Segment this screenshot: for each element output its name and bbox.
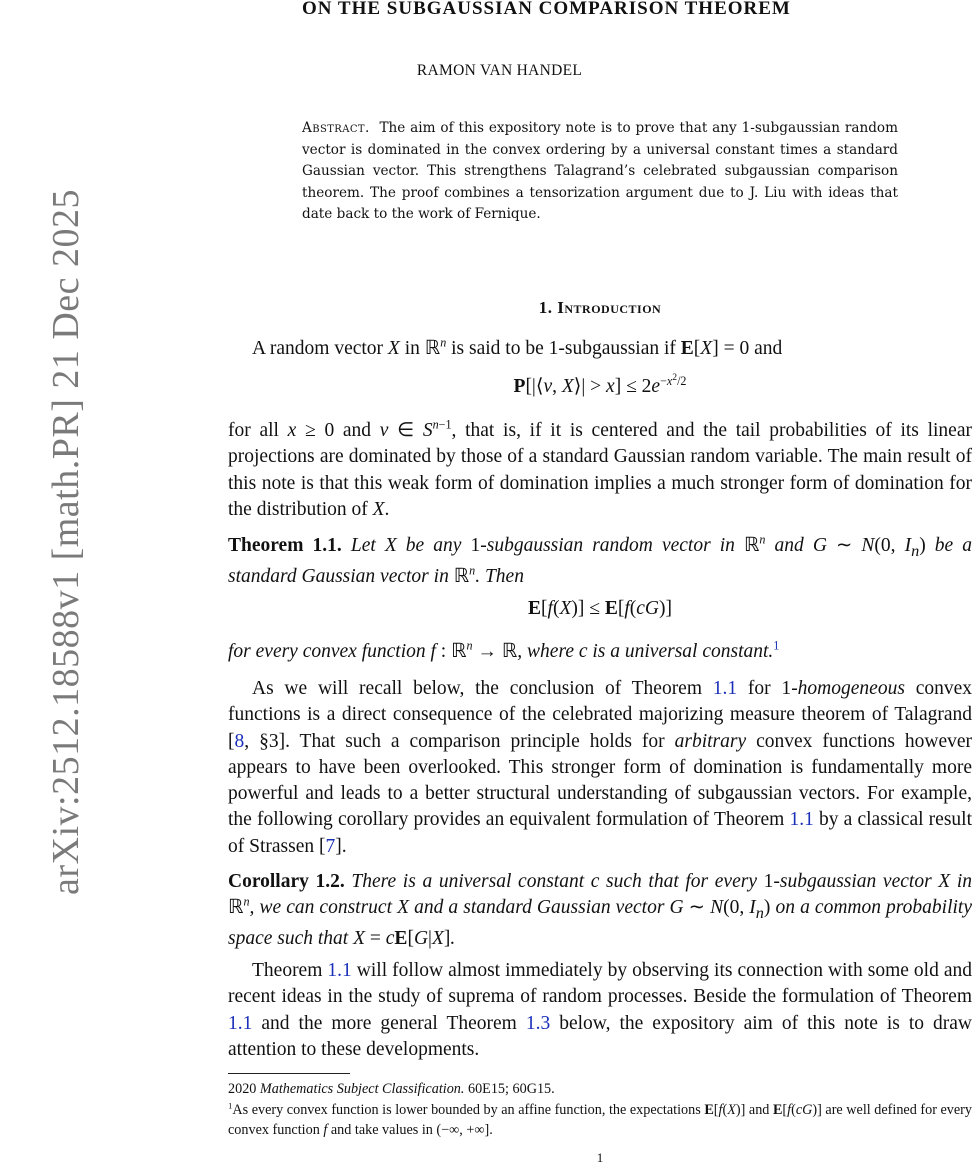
intro-paragraph-3: As we will recall below, the conclusion of Theorem 1.1 for 1-homogeneous convex functions is a direct consequence of the celebrated majorizing measure theorem of Talagrand [8, §3]. That such a comparison principle holds for arbitrary convex functions however appears to have been overlooked. This stronger form of domination is fundamentally more powerful and leads to a better structural understanding of subgaussian vectors. For example, the following corollary provides an equivalent formulation of Theorem 1.1 by a classical result of Strassen [7]. [228, 678, 972, 857]
msc-codes: 60E15; 60G15. [467, 1081, 555, 1097]
page-number: 1 [596, 1150, 604, 1165]
msc-year: 2020 [228, 1081, 257, 1097]
abstract-label: Abstract. [302, 120, 370, 136]
intro-paragraph-1: A random vector X in ℝ$^n$ is said to be 1-subgaussian if E[X] = 0 and [252, 335, 783, 359]
abstract [302, 118, 898, 226]
author-name: RAMON VAN HANDEL [416, 62, 583, 79]
corollary-1-2: Corollary 1.2. There is a universal constant c such that for every 1-subgaussian vector X in ℝ$^n$, we can construct X and a standard Gaussian vector G ∼ N(0, $I_n$) on a common probability space such that X = cE[G|X]. [228, 871, 972, 950]
paper-title: ON THE SUBGAUSSIAN COMPARISON THEOREM [302, 0, 791, 19]
intro-paragraph-2: for all x ≥ 0 and v ∈ $S^{n-1}$, that is, if it is centered and the tail probabilities of its linear projections are dominated by those of a standard Gaussian random variable. The main result of this note is that this weak form of domination implies a much stronger form of domination for the distribution of X. [228, 417, 972, 520]
section-title: Introduction [557, 298, 662, 317]
msc-footnote [228, 1080, 972, 1100]
tail-inequality: P[|⟨v, X⟩| > $x] \le 2e^{-x^2/2}$ [513, 371, 687, 397]
theorem-1-1-conclusion: for every convex function f : ℝ$^n$ → ℝ, where c is a universal constant.$^1$ [228, 638, 780, 662]
footnote-rule [228, 1073, 350, 1074]
theorem-1-1: Theorem 1.1. Let X be any 1-subgaussian random vector in ℝ$^n$ and G ∼ N(0, $I_n$) be a standard Gaussian vector in ℝ$^n$. Then [228, 532, 973, 588]
theorem-label: Theorem 1.1. [228, 535, 342, 556]
arxiv-id-text: arXiv:2512.18588v1 [math.PR] 21 Dec 2025 [45, 188, 87, 895]
section-heading [228, 298, 972, 318]
arxiv-identifier-stamp [0, 0, 87, 900]
corollary-label: Corollary 1.2. [228, 871, 345, 892]
intro-paragraph-4: Theorem 1.1 will follow almost immediately by observing its connection with some old and recent ideas in the study of suprema of random processes. Beside the formulation of Theorem 1.1 and the more general Theorem 1.3 below, the expository aim of this note is to draw attention to these developments. [228, 960, 972, 1060]
msc-label: Mathematics Subject Classification. [259, 1081, 465, 1097]
convex-comparison-equation: E[f(X)] ≤ E[f(cG)] [528, 598, 672, 619]
footnote-1: $^1$As every convex function is lower bounded by an affine function, the expectations E[f(X)] and E[f(cG)] are well defined for every convex function f and take values in (−∞, +∞]. [228, 1100, 972, 1138]
abstract-text: The aim of this expository note is to prove that any 1-subgaussian random vector is dominated in the convex ordering by a universal constant times a standard Gaussian vector. This strengthens Talagrand’s celebrated subgaussian comparison theorem. The proof combines a tensorization argument due to J. Liu with ideas that date back to the work of Fernique. [302, 120, 898, 223]
section-number: 1. [538, 298, 553, 317]
